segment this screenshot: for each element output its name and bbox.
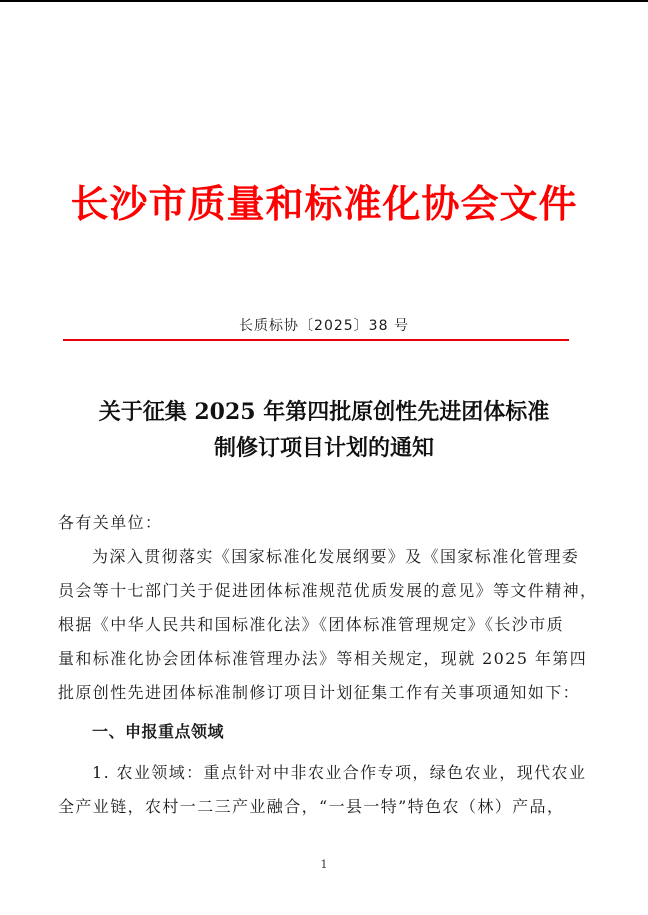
document-body: [58, 506, 602, 824]
title-line-1: 关于征集 2025 年第四批原创性先进团体标准: [98, 399, 550, 425]
item-1-line-1: 1. 农业领域：重点针对中非农业合作专项，绿色农业，现代农业: [92, 763, 587, 782]
intro-line-2: 员会等十七部门关于促进团体标准规范优质发展的意见》等文件精神，: [58, 581, 598, 600]
item-1-paragraph: [58, 756, 602, 824]
title-line-2: 制修订项目计划的通知: [213, 435, 434, 461]
section-heading-key-areas: 一、申报重点领域: [92, 722, 225, 741]
intro-line-4: 量和标准化协会团体标准管理办法》等相关规定，现就 2025 年第四: [58, 649, 588, 668]
intro-line-1: 为深入贯彻落实《国家标准化发展纲要》及《国家标准化管理委: [92, 547, 580, 566]
intro-line-5: 批原创性先进团体标准制修订项目计划征集工作有关事项通知如下：: [58, 683, 581, 702]
document-title: [0, 394, 648, 466]
salutation: 各有关单位：: [58, 513, 163, 532]
document-number: 长质标协〔2025〕38 号: [239, 318, 409, 334]
item-1-line-2: 全产业链，农村一二三产业融合，“一县一特”特色农（林）产品，: [58, 797, 565, 816]
red-separator-rule: [63, 339, 569, 341]
issuer-header: 长沙市质量和标准化协会文件: [70, 181, 578, 226]
page-top-border: [0, 0, 648, 2]
intro-line-3: 根据《中华人民共和国标准化法》《团体标准管理规定》《长沙市质: [58, 615, 565, 634]
intro-paragraph: [58, 540, 602, 710]
page-number: 1: [320, 858, 328, 871]
